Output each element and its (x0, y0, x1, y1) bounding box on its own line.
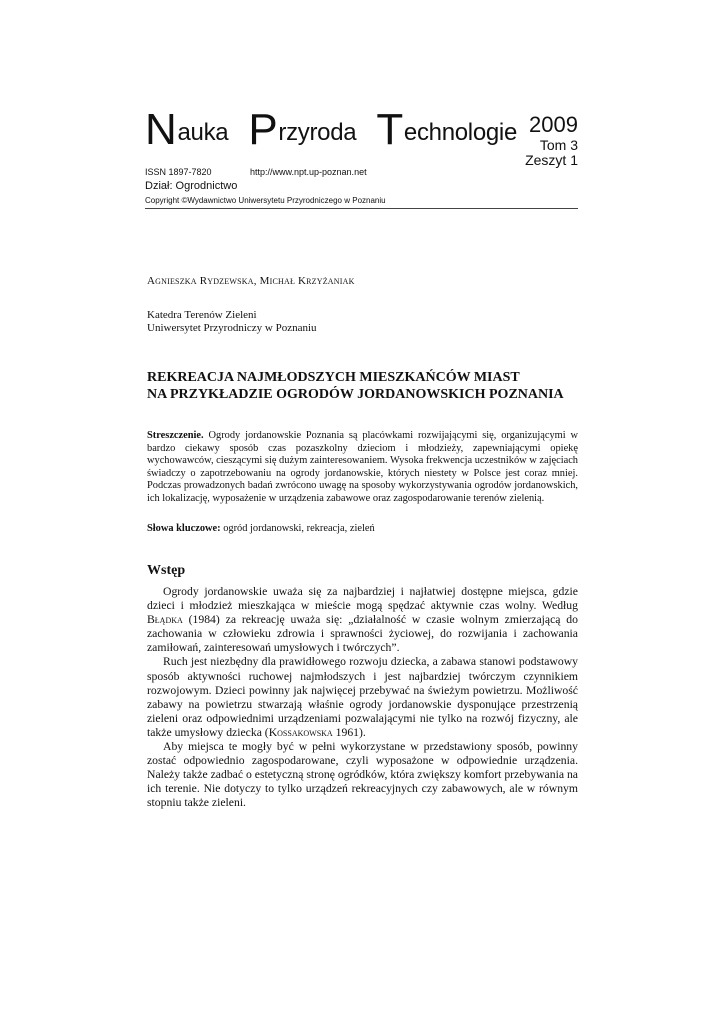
journal-year: 2009 (529, 112, 578, 137)
journal-section: Dział: Ogrodnictwo (145, 180, 238, 192)
title-initial-n: N (145, 105, 177, 154)
paragraph-3: Aby miejsca te mogły być w pełni wykorzystane w przedstawiony sposób, powinny zostać odpowiednio zagospodarowane, czyli wyposażone w odpowiednie urządzenia. Należy także zadbać o estetyczną stronę ogródków, która zwiększy komfort przebywania na ich terenie. Nie dotyczy to tylko urządzeń rekreacyjnych czy zabawowych, ale w równym stopniu także zieleni. (147, 740, 578, 810)
title-word-nauka: auka (177, 119, 229, 146)
affiliation-department: Katedra Terenów Zieleni (147, 309, 257, 321)
citation-kossakowska: Kossakowska (268, 725, 333, 739)
article-abstract (147, 430, 578, 506)
header-divider (145, 208, 578, 209)
title-word-technologie: echnologie (403, 119, 518, 146)
paragraph-1-text-a: Ogrody jordanowskie uważa się za najbardziej i najłatwiej dostępne miejsca, gdzie dzieci i młodzież mieszkająca w mieście mogą spędzać aktywnie czas wolny. Według (147, 585, 578, 613)
journal-volume: Tom 3 (539, 137, 578, 153)
journal-title (145, 105, 518, 154)
article-affiliation (147, 309, 317, 335)
journal-issue: Zeszyt 1 (525, 152, 578, 168)
affiliation-university: Uniwersytet Przyrodniczy w Poznaniu (147, 322, 317, 334)
article-authors: Agnieszka Rydzewska, Michał Krzyżaniak (147, 275, 355, 287)
title-initial-t: T (376, 105, 403, 154)
title-initial-p: P (248, 105, 278, 154)
article-body (147, 585, 578, 811)
paragraph-2 (147, 655, 578, 740)
article-title-line-2: NA PRZYKŁADZIE OGRODÓW JORDANOWSKICH POZNANIA (147, 387, 564, 402)
article-keywords (147, 523, 375, 534)
journal-copyright: Copyright ©Wydawnictwo Uniwersytetu Przyrodniczego w Poznaniu (145, 196, 386, 205)
journal-issn: ISSN 1897-7820 (145, 167, 212, 177)
article-title (147, 369, 587, 403)
paragraph-1-text-b: (1984) za rekreację uważa się: „działalność w czasie wolnym zmierzającą do zachowania w człowieku zdrowia i sprawności życiowej, do rozwijania i zachowania zamiłowań, zainteresowań umysłowych i twórczych”. (147, 613, 578, 655)
section-heading: Wstęp (147, 563, 186, 578)
paragraph-1 (147, 585, 578, 655)
article-title-line-1: REKREACJA NAJMŁODSZYCH MIESZKAŃCÓW MIAST (147, 370, 520, 385)
keywords-text: ogród jordanowski, rekreacja, zieleń (220, 523, 375, 534)
abstract-text: Ogrody jordanowskie Poznania są placówkami rozwijającymi się, organizującymi w bardzo ciekawy sposób czas pozaszkolny dzieciom i młodzieży, zapewniającymi opiekę wychowawców, cieszącymi się dużym zainteresowaniem. Wysoka frekwencja uczestników w zajęciach świadczy o zapotrzebowaniu na ogrody jordanowskie, których niestety w Polsce jest coraz mniej. Podczas prowadzonych badań zwrócono uwagę na sposoby wykorzystywania ogrodów jordanowskich, ich lokalizację, wyposażenie w urządzenia zabawowe oraz zagospodarowanie terenów zielenią. (147, 430, 578, 504)
abstract-label: Streszczenie. (147, 430, 204, 441)
keywords-label: Słowa kluczowe: (147, 523, 221, 534)
paragraph-2-text-a: Ruch jest niezbędny dla prawidłowego rozwoju dziecka, a zabawa stanowi podstawowy sposób aktywności ruchowej najmłodszych i jest najbardziej twórczym czynnikiem rozwojowym. Dzieci powinny jak najwięcej przebywać na świeżym powietrzu. Możliwość zabawy na powietrzu stwarzają właśnie ogrody jordanowskie dysponujące przestrzenią zieleni oraz odpowiednimi urządzeniami pozwalającymi nie tylko na rozwój fizyczny, ale także umysłowy dziecka ( (147, 655, 578, 739)
citation-bladek: Błądka (147, 613, 183, 627)
paragraph-2-text-b: 1961). (332, 725, 366, 739)
title-word-przyroda: rzyroda (278, 119, 357, 146)
journal-url[interactable]: http://www.npt.up-poznan.net (250, 167, 367, 177)
